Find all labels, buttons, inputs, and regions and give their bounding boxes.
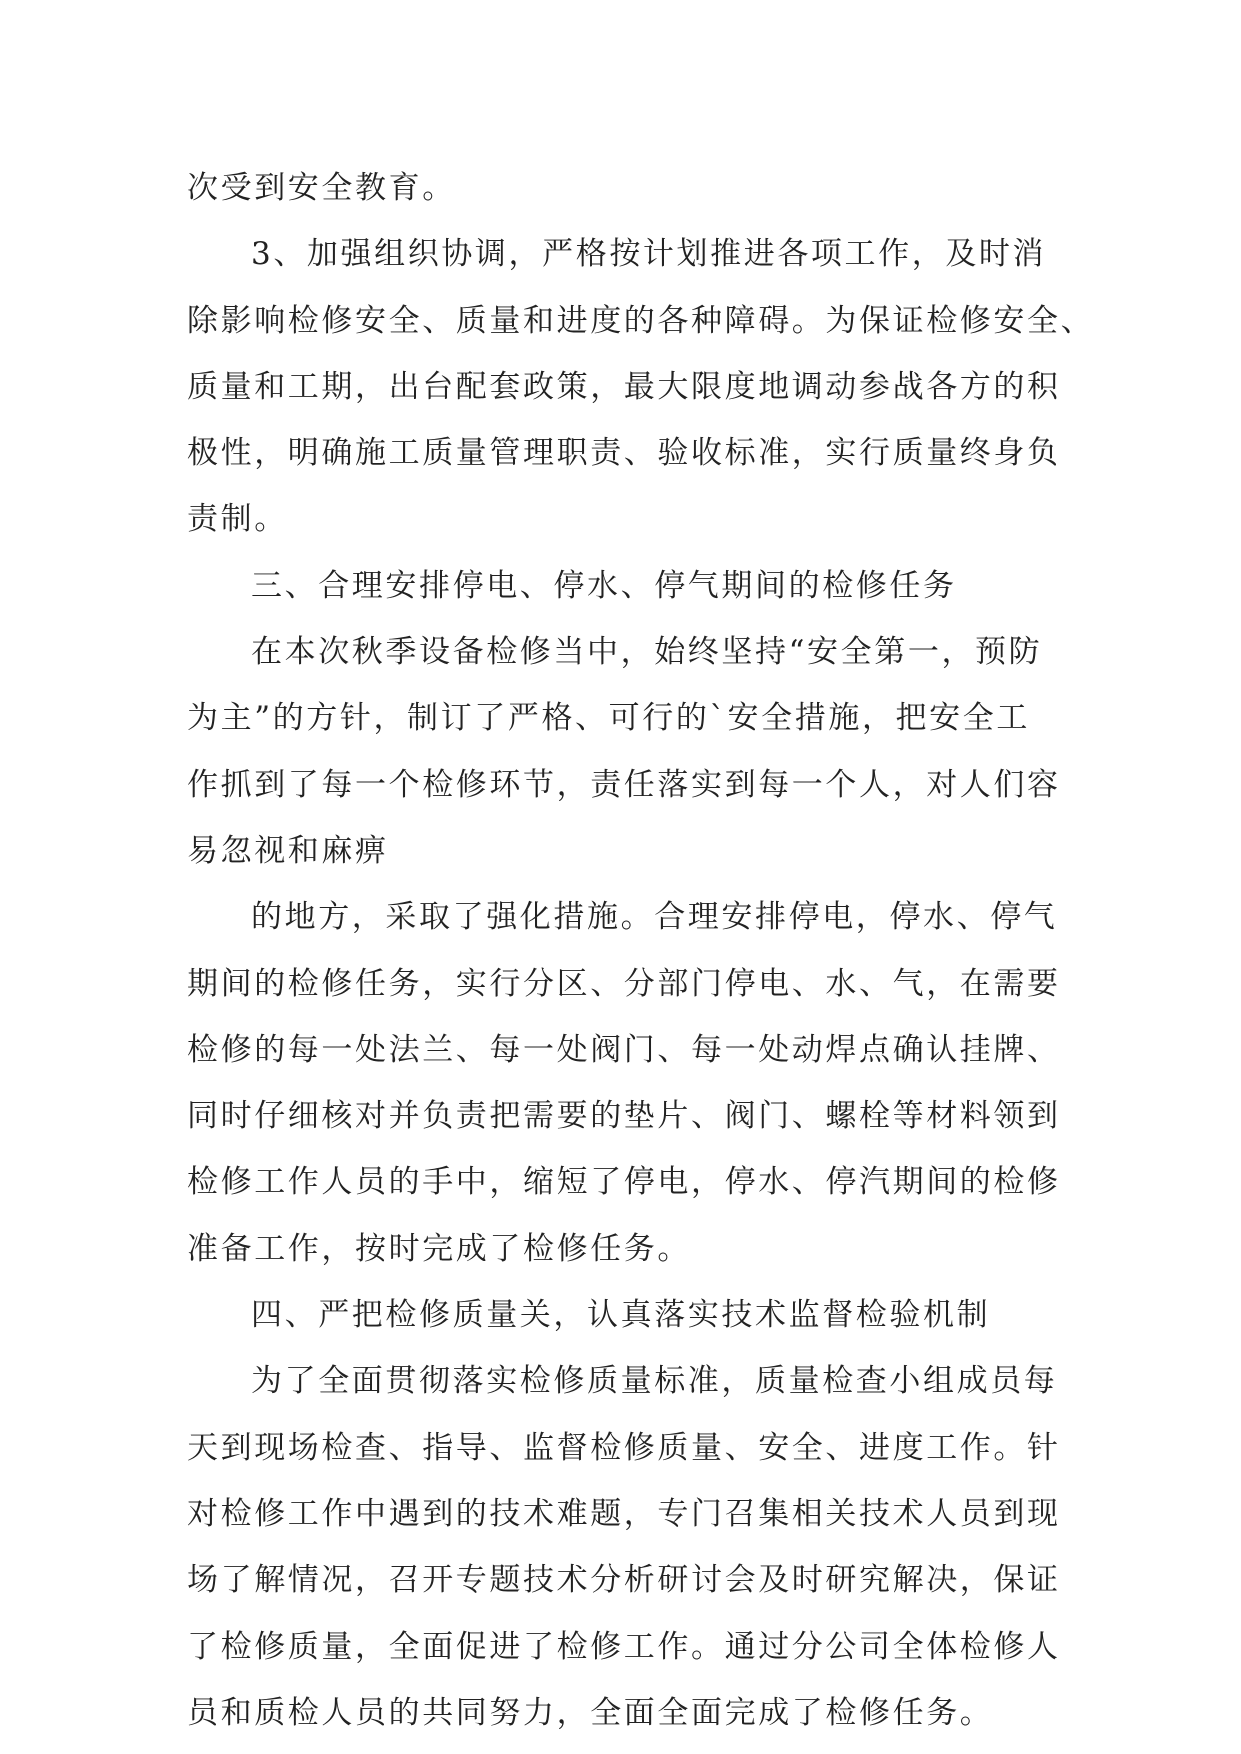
text-line: 除影响检修安全、质量和进度的各种障碍。为保证检修安全、 bbox=[187, 302, 1095, 339]
text-line: 极性，明确施工质量管理职责、验收标准，实行质量终身负 bbox=[187, 435, 1061, 472]
text-line: 对检修工作中遇到的技术难题，专门召集相关技术人员到现 bbox=[187, 1495, 1061, 1532]
text-line: 天到现场检查、指导、监督检修质量、安全、进度工作。针 bbox=[187, 1429, 1061, 1466]
text-line: 的地方，采取了强化措施。合理安排停电，停水、停气 bbox=[251, 899, 1058, 936]
text-line: 四、严把检修质量关，认真落实技术监督检验机制 bbox=[251, 1297, 991, 1334]
text-line: 为主”的方针，制订了严格、可行的`安全措施，把安全工 bbox=[187, 700, 1030, 737]
text-line: 准备工作，按时完成了检修任务。 bbox=[187, 1230, 691, 1267]
text-line: 次受到安全教育。 bbox=[187, 170, 456, 206]
text-line: 场了解情况，召开专题技术分析研讨会及时研究解决，保证 bbox=[187, 1562, 1061, 1599]
text-line: 作抓到了每一个检修环节，责任落实到每一个人，对人们容 bbox=[187, 766, 1061, 803]
text-line: 员和质检人员的共同努力，全面全面完成了检修任务。 bbox=[187, 1694, 994, 1731]
text-line: 检修工作人员的手中，缩短了停电，停水、停汽期间的检修 bbox=[187, 1164, 1061, 1201]
text-line: 期间的检修任务，实行分区、分部门停电、水、气，在需要 bbox=[187, 965, 1061, 1002]
text-line: 责制。 bbox=[187, 501, 288, 538]
text-line: 检修的每一处法兰、每一处阀门、每一处动焊点确认挂牌、 bbox=[187, 1031, 1061, 1068]
text-line: 为了全面贯彻落实检修质量标准，质量检查小组成员每 bbox=[251, 1363, 1058, 1400]
text-line: 易忽视和麻痹 bbox=[187, 832, 389, 869]
text-line: 在本次秋季设备检修当中，始终坚持“安全第一，预防 bbox=[251, 634, 1043, 671]
text-line: 质量和工期，出台配套政策，最大限度地调动参战各方的积 bbox=[187, 368, 1061, 405]
text-line: 了检修质量，全面促进了检修工作。通过分公司全体检修人 bbox=[187, 1628, 1061, 1665]
document-body bbox=[187, 155, 1095, 1746]
text-line: 三、合理安排停电、停水、停气期间的检修任务 bbox=[251, 567, 957, 604]
text-line: 3、加强组织协调，严格按计划推进各项工作，及时消 bbox=[251, 236, 1047, 273]
text-line: 同时仔细核对并负责把需要的垫片、阀门、螺栓等材料领到 bbox=[187, 1098, 1061, 1135]
